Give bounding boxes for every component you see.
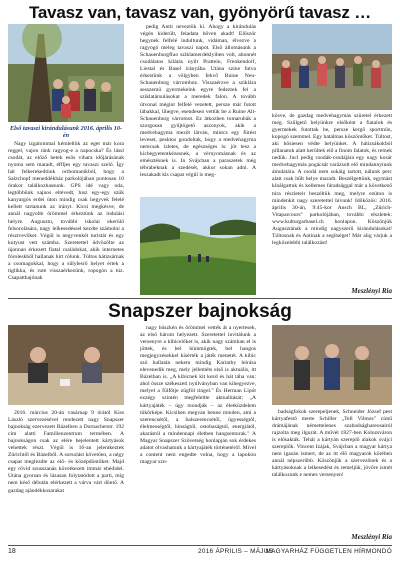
publication-name: MAGYARHÁZ FÜGGETLEN HÍRMONDÓ	[265, 548, 392, 555]
article1-title: Tavasz van, tavasz van, gyönyörű tavasz …	[28, 3, 372, 22]
meadow-photo	[140, 197, 256, 295]
issue-date: 2016 ÁPRILIS – MÁJUS	[198, 548, 274, 555]
article1-column-2: pedig Antit neveztük ki. Ahogy a kirándulás végén kiderült, feladata bőven akadt! Először hegynek felfelé indultunk, vidáman, élvezve a ragyogó meleg tavaszi napot. Első állomásunk a Schauenburgfluo sziklamerdeklyiben volt, ahonnét csodálatos kilátás nyílt Prattein, Frenkendorf, Liestal és Basel irányába. Utána színe futva érkeztünk a völgyben fekvő Ruine Neu-Schauenburg várromhoz. Visszaérzve a sziklára sesszemü gyermekeink egyre fedeztek fel a sziklatársulásokat a meredek falon. A tovább útvonal mégint felfelé vezetett, persze már futott lábakkal, lihegve, esendesen vettük be a Ruine Alt-Schauenburg várromot. Ez átkozhen tomarubák a szorgosan gyűjtögető aszonyok, akik a medvehagyma mezőt látván, mintcs egy fürést leveset, pesktos gondoltak, hogy a medvehagyma nemcsak ízletes, de egészséges is: jót tesz a kicbegyetentkézesnek, a vérnyomásnak és az emésztésnek is. In Svájcban a paraszetek még tébrabeknak a szedését, akkor sokan adni. A leszakadt kis csapat végül is meg-	[140, 24, 256, 178]
article2-column-3: badságfokok szerepeljenek, Schneider József pest kártyafestő merte Schiller „Tell Vilmos" című drámájának némettelenes szabadsághareosairól rajzolta meg ilgurát. A művét 1827-ben Kolozsváron is elősakták. Tehát a kártyán szereplő alakok svájci szereplők. Vincent Izájak, Svájcban a magyar kártya nem igazán ismert, de az itt élő magyarok körében annál népszerűbb. Köszönjük a szervezőnek és a kártyásoknak a lelkesedést és remeljük, jövőre ismét találkozunk e nemes versenyen!	[272, 409, 392, 479]
article2-column-2: nagy büszkén és örömmel vették át a nyertesek, az első három helyezett. Szeretettel invitálunk a versenyre a kibicelőket is, akik nagy számban el is jöttek, és bel hümmögtek, bel hangos megjegyzésekkel kísérték a játék menetét. A kibic szó hallatán nekem mindig Karinthy leírása elevenedik meg, mely jelleméts első is aktuális, itt Bázelban is. „A kibicnek kit kezd és hát táha van: ahol össze székeszeti nyúlványban van kihegyezve, melyel a fülfőtje zügföl tingel." És Herman Lipót ezzégy szintén megfeleltte aktualitását: „A kártyajáték – úgy mondják – az életküzdelem tükörképe. Kicsiben megvan benne minden, ami a szerencsétől, a balszerencsétől, ügyességtől, élelmességtől, hinságtól, ostobaságtól, energiától, akarástól a mindennapi életben hangsenturak." A Magyar Snapszer Szövetség honlapján sok érdekes adatot olvashatunk a kártyajáték történetéről. Mivel a content nem engedte volna, hogy a lapokon magyar szn-	[140, 325, 256, 465]
winners-photo	[272, 325, 392, 405]
article1-signature: Meszlényi Ria	[351, 287, 392, 295]
article1-column-1: Nagy izgalommal kémleltük az eget már kora reggel, vajon ránk ragyog-e a napocska? És lássl csodát, az előző hetek esős vihara időjárásának nyoma sem maradt, éffljes egy tavaszi szelő. Így hát felkerekedtünk orthomanikból, hogy a Salzchopf meneddékház parkolójában pontosan 10 órakor találkozhassunk. GPS idé vagy oda, legtöbbünk sajnos eltévedt, hisz egy-egy szük kanyargós erdei úton mindig csak hegyvek felelé kellett tartanunk az irányt. Kicsi megkésve, de annál nagyobb örömmel érkeztünk az indulási helyre. Augusztu, további iskolai ekerülő felsorolására, nagy lelkesedéssel kezdte számolni a résztvevőket. Végül is negyvenkét turistát és egy kutyust vett számba. Szeretettel üdvözölte az újonnan érkezett fiatal családokat, akik internetes fóroleskből hallanak hírt rólunk. Túltos hátizsárnak a csomagokkal, hogy a sűlylesrő helyet értek a tiglikka, és rute visszaérkezünk, ropogón a túz. Csapatthajónak	[8, 141, 124, 281]
page-number: 18	[8, 548, 16, 555]
page-footer	[8, 545, 392, 558]
photo1-caption: Első tavaszi kirándulásunk 2016. április 10-én	[9, 125, 123, 140]
article2-signature: Meszlényi Ria	[351, 533, 392, 541]
card-players-photo	[8, 325, 124, 405]
article-divider	[8, 298, 392, 299]
group-photo-1	[8, 24, 124, 122]
article2-column-1: 2016. március 20-án vasárnap 9 órától Kiss László szervezésével rendezett nagy Snapszer bajnokság ezervezett Bázelben a Dornacherstr. 192 cím alatti Familienzentrum termében. A bajnokságon csak az elére bejelentett kártyások vehettek részt. Végül is 16-an jelentkeztek Zürichtől és Bázelből. A sorsolást követően, a négy csapat meglezdte az elő- és középdöntőket. Majd egy rövid szusszanás következett immár ebédidel. Utána gyorsan és lázasan folytatódott a parti, míg nem késő délután elérkezett a várva várt döntő. A gazdag ajándékkosarakat	[8, 410, 124, 494]
article1-column-3: kösve, de gazdag medvehagymás szüretel érkezett meg. Szűlgető helyünkre elsőként a fiatalok és gyermekek futottak be, persze kergő sportműn, kopogó szemmel. Egy hatalmas köszöntőket. Túltost, aki hősiesen védte helyünket. A hátizsákokból pillanatok alatt kerültek elő a finom falatok, és remek nedük. Jucl pedig csodák-csodájára egy nagy kosár medvehagymás pogácsát varázsolt elő mindannyiunk ámulatára. A csodá nem sokáig tartott, nálunk perc alatt csak hűlt helye maradt. Beszélgettünk, egymást kínálgattuk és kellemes fáradsággal már a következő túra részleteit beszéltük meg, melyre ezúton is mindenkit nagy szeretettel hívunk! Időközös: 2016. április 30-án, 9:45-kor Ansch BL, „Zürich-Vitaparcours" parkolójában, további részletek: www.kulturgarbasel.ch honlapon. Köszönjük Augusztának a mindig nagyszerű kirándulásokat! Túltosnak és Antinak a segítséget! Már alig várjuk a legközelebbi találkozást!	[272, 113, 392, 246]
group-photo-2	[272, 24, 392, 110]
article2-title: Snapszer bajnokság	[108, 301, 292, 322]
